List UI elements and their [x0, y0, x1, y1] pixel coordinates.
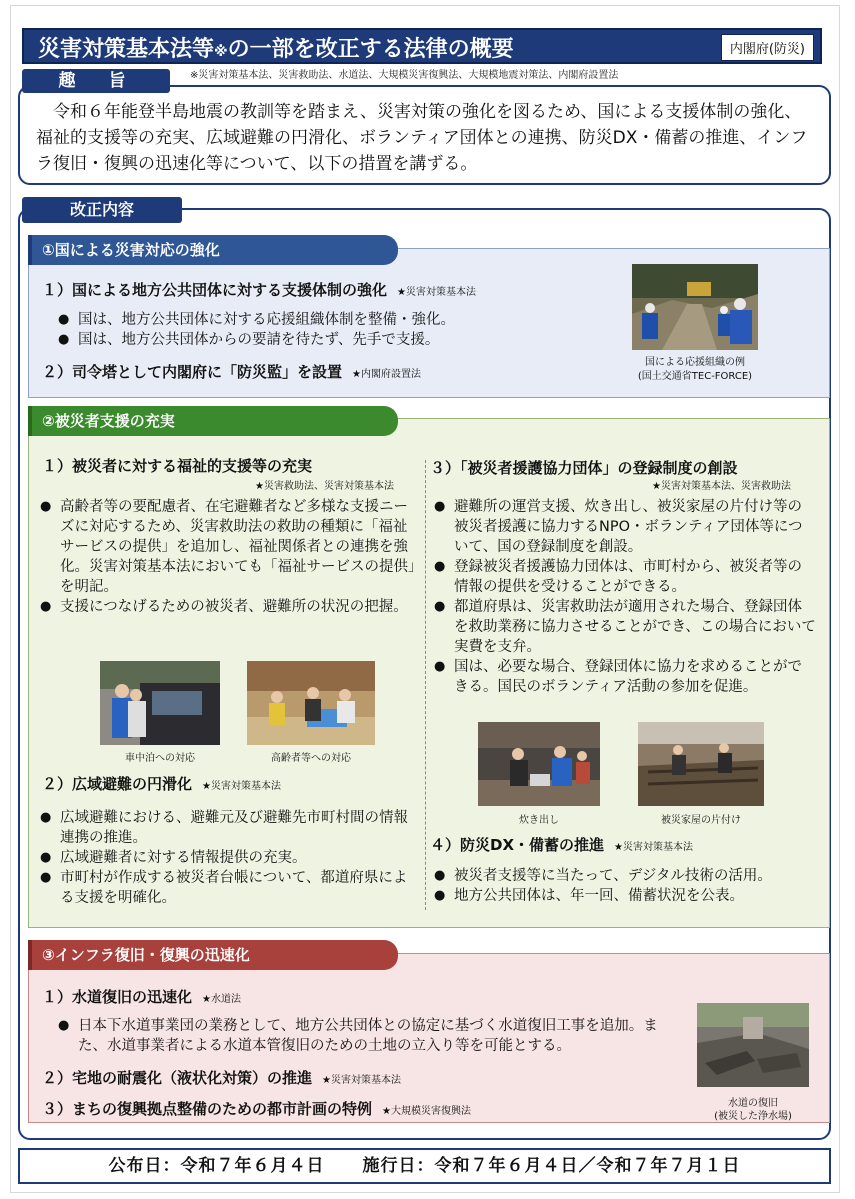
section-1-heading: ①国による災害対応の強化 [28, 235, 398, 265]
section-2-item-2-title: ２）広域避難の円滑化 ★災害対策基本法 [42, 775, 281, 793]
list-item: ● 避難所の運営支援、炊き出し、被災家屋の片付け等の被災者援護に協力するNPO・ボランティア団体等について、国の登録制度を創設。 [432, 497, 816, 557]
tec-force-photo [632, 264, 758, 350]
list-item: ● 被災者支援等に当たって、デジタル技術の活用。 [432, 866, 816, 886]
section-2-item-1-bullets [38, 497, 418, 617]
section-2-item-3-bullets [432, 497, 816, 697]
section-3-item-3-title: ３）まちの復興拠点整備のための都市計画の特例 ★大規模災害復興法 [42, 1100, 471, 1118]
section-2-item-1-law: ★災害救助法、災害対策基本法 [255, 481, 394, 492]
section-1-item-1-bullets [56, 310, 596, 350]
summary-text: 令和６年能登半島地震の教訓等を踏まえ、災害対策の強化を図るため、国による支援体制の強化、福祉的支援等の充実、広域避難の円滑化、ボランティア団体との連携、防災DX・備蓄の推進、インフラ復旧・復興の迅速化等について、以下の措置を講ずる。 [36, 102, 808, 174]
section-2-item-2-bullets [38, 808, 418, 908]
section-1-item-2-title: ２）司令塔として内閣府に「防災監」を設置 ★内閣府設置法 [42, 363, 421, 381]
title-bar [22, 28, 822, 64]
water-plant-caption-2: (被災した浄水場) [714, 1111, 792, 1122]
dates-bar [18, 1148, 831, 1184]
section-2-item-3-title: ３）「被災者援護協力団体」の登録制度の創設 [430, 459, 738, 477]
list-item: ● 国は、必要な場合、登録団体に協力を求めることができる。国民のボランティア活動の参加を促進。 [432, 657, 816, 697]
kaisei-label: 改正内容 [22, 197, 182, 223]
summary-box [18, 85, 831, 185]
house-cleanup-caption: 被災家屋の片付け [661, 815, 741, 826]
list-item: ● 登録被災者援護協力団体は、市町村から、被災者等の情報の提供を受けることができる。 [432, 557, 816, 597]
cooking-photo [478, 722, 600, 806]
section-1-item-1-title: １）国による地方公共団体に対する支援体制の強化 ★災害対策基本法 [42, 281, 476, 299]
car-stay-caption: 車中泊への対応 [125, 753, 195, 764]
promulgation-date: 公布日：令和７年６月４日 [108, 1156, 325, 1176]
list-item: ● 都道府県は、災害救助法が適用された場合、登録団体を救助業務に協力させることができ、この場合において実費を支弁。 [432, 597, 816, 657]
section-3-item-2-title: ２）宅地の耐震化（液状化対策）の推進 ★災害対策基本法 [42, 1069, 401, 1087]
section-2-item-3-law: ★災害対策基本法、災害救助法 [652, 481, 791, 492]
elderly-support-photo [247, 661, 375, 745]
section-3-item-1-title: １）水道復旧の迅速化 ★水道法 [42, 988, 241, 1006]
list-item: ● 広域避難における、避難元及び避難先市町村間の情報連携の推進。 [38, 808, 418, 848]
elderly-support-caption: 高齢者等への対応 [271, 753, 351, 764]
list-item: ● 国は、地方公共団体に対する応援組織体制を整備・強化。 [56, 310, 596, 330]
section-2-item-4-title: ４）防災DX・備蓄の推進 ★災害対策基本法 [430, 836, 693, 854]
list-item: ● 地方公共団体は、年一回、備蓄状況を公表。 [432, 886, 816, 906]
water-plant-photo [697, 1003, 809, 1087]
enforcement-date: 施行日：令和７年６月４日／令和７年７月１日 [362, 1156, 741, 1176]
section-2-item-1-title: １）被災者に対する福祉的支援等の充実 [42, 457, 313, 475]
list-item: ● 支援につなげるための被災者、避難所の状況の把握。 [38, 597, 418, 617]
house-cleanup-photo [638, 722, 764, 806]
list-item: ● 高齢者等の要配慮者、在宅避難者など多様な支援ニーズに対応するため、災害救助法の救助の種類に「福祉サービスの提供」を追加し、福祉関係者との連携を強化。災害対策基本法においても「福祉サービスの提供」を明記。 [38, 497, 418, 597]
tec-force-caption-2: (国土交通省TEC-FORCE) [637, 371, 753, 382]
list-item: ● 広域避難者に対する情報提供の充実。 [38, 848, 418, 868]
column-divider [425, 460, 426, 910]
section-3-item-1-bullets [56, 1016, 686, 1056]
shushi-label: 趣 旨 [22, 69, 170, 93]
water-plant-caption-1: 水道の復旧 [728, 1098, 778, 1109]
cooking-caption: 炊き出し [519, 815, 559, 826]
law-footnote: ※災害対策基本法、災害救助法、水道法、大規模災害復興法、大規模地震対策法、内閣府設置法 [190, 70, 619, 81]
list-item: ● 日本下水道事業団の業務として、地方公共団体との協定に基づく水道復旧工事を追加。また、水道事業者による水道本管復旧のための土地の立入り等を可能とする。 [56, 1016, 686, 1056]
page-title: 災害対策基本法等※の一部を改正する法律の概要 [38, 37, 514, 62]
section-2-heading: ②被災者支援の充実 [28, 406, 398, 436]
agency-label: 内閣府(防災) [721, 34, 814, 61]
tec-force-caption-1: 国による応援組織の例 [645, 357, 745, 368]
list-item: ● 市町村が作成する被災者台帳について、都道府県による支援を明確化。 [38, 868, 418, 908]
section-3-heading: ③インフラ復旧・復興の迅速化 [28, 940, 398, 970]
section-2-item-4-bullets [432, 866, 816, 906]
list-item: ● 国は、地方公共団体からの要請を待たず、先手で支援。 [56, 330, 596, 350]
car-stay-photo [100, 661, 220, 745]
